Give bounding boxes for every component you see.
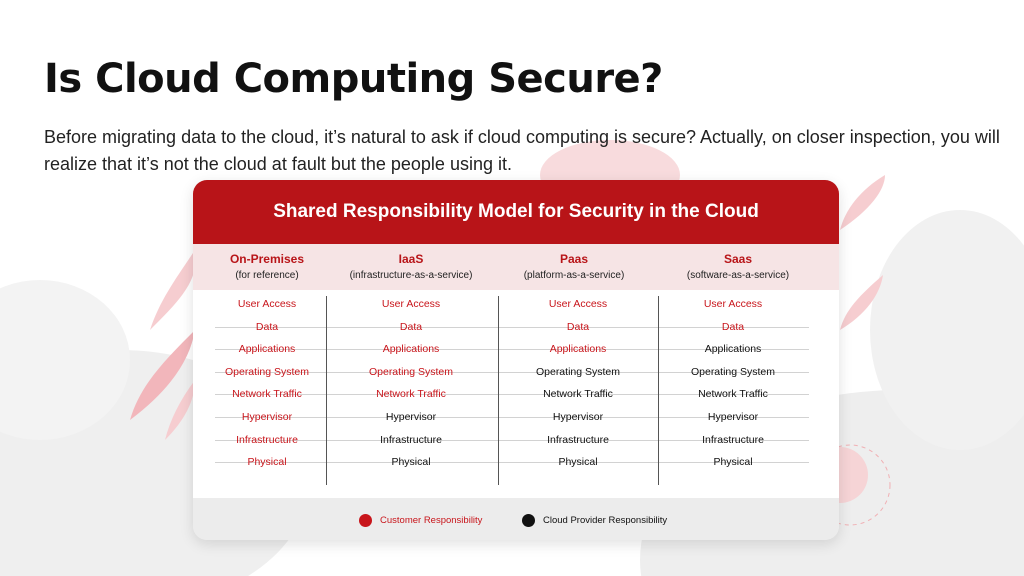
figure-header: Shared Responsibility Model for Security in the Cloud xyxy=(193,180,839,244)
cell-saas-user-access: User Access xyxy=(703,298,763,310)
legend-customer xyxy=(359,514,482,527)
cell-iaas-operating-system: Operating System xyxy=(368,365,454,378)
column-subtitle: (for reference) xyxy=(235,270,299,281)
shared-responsibility-figure xyxy=(193,180,839,540)
cell-paas-network-traffic: Network Traffic xyxy=(543,388,613,401)
cell-on-premises-physical: Physical xyxy=(247,456,287,469)
column-header-paas xyxy=(494,252,654,281)
cell-on-premises-infrastructure: Infrastructure xyxy=(236,433,298,446)
cell-paas-user-access: User Access xyxy=(548,298,608,310)
column-subtitle: (software-as-a-service) xyxy=(686,270,790,281)
cell-iaas-hypervisor: Hypervisor xyxy=(385,411,437,423)
column-header-iaas xyxy=(331,252,491,281)
cell-iaas-infrastructure: Infrastructure xyxy=(380,433,442,446)
column-name: Saas xyxy=(723,252,753,266)
page-title: Is Cloud Computing Secure? xyxy=(44,56,663,102)
legend-customer-label: Customer Responsibility xyxy=(380,515,483,526)
cell-paas-hypervisor: Hypervisor xyxy=(552,411,604,423)
cell-paas-applications: Applications xyxy=(549,343,607,356)
cell-on-premises-data: Data xyxy=(255,320,279,333)
cell-paas-data: Data xyxy=(566,320,590,333)
cell-iaas-network-traffic: Network Traffic xyxy=(376,388,446,401)
red-dot-icon xyxy=(359,514,372,527)
legend-band xyxy=(193,498,839,540)
cell-saas-infrastructure: Infrastructure xyxy=(702,433,764,446)
cell-saas-physical: Physical xyxy=(713,456,753,469)
column-subtitle: (platform-as-a-service) xyxy=(523,270,625,281)
column-name: Paas xyxy=(559,252,589,266)
cell-iaas-data: Data xyxy=(399,320,423,333)
column-header-saas xyxy=(658,252,818,281)
legend-provider-label: Cloud Provider Responsibility xyxy=(543,515,668,526)
cell-iaas-applications: Applications xyxy=(382,343,440,356)
column-header-on-premises xyxy=(193,252,347,281)
cell-saas-hypervisor: Hypervisor xyxy=(707,411,759,423)
cell-saas-network-traffic: Network Traffic xyxy=(698,388,768,401)
cell-on-premises-operating-system: Operating System xyxy=(224,365,310,378)
cell-iaas-physical: Physical xyxy=(391,456,431,469)
cell-saas-operating-system: Operating System xyxy=(690,365,776,378)
cell-on-premises-network-traffic: Network Traffic xyxy=(232,388,302,401)
cell-paas-infrastructure: Infrastructure xyxy=(547,433,609,446)
cell-on-premises-user-access: User Access xyxy=(237,298,297,310)
black-dot-icon xyxy=(522,514,535,527)
cell-iaas-user-access: User Access xyxy=(381,298,441,310)
cell-paas-physical: Physical xyxy=(558,456,598,469)
cell-saas-data: Data xyxy=(721,320,745,333)
cell-on-premises-hypervisor: Hypervisor xyxy=(241,411,293,423)
cell-saas-applications: Applications xyxy=(704,343,762,356)
intro-paragraph: Before migrating data to the cloud, it’s natural to ask if cloud computing is secure? Actually, on closer inspection, you will realize that it’s not the cloud at fault but the people using it. xyxy=(44,127,1000,174)
column-name: On-Premises xyxy=(229,252,305,266)
cell-paas-operating-system: Operating System xyxy=(535,365,621,378)
cell-on-premises-applications: Applications xyxy=(238,343,296,356)
column-name: IaaS xyxy=(398,252,424,266)
legend-provider xyxy=(522,514,667,527)
column-subtitle: (infrastructure-as-a-service) xyxy=(349,270,473,281)
